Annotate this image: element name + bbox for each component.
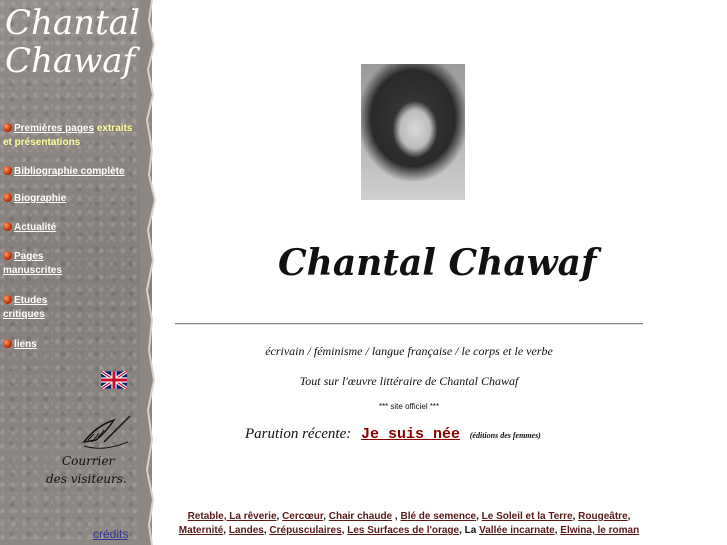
nav-link-bibliographie[interactable]: Bibliographie complète (14, 166, 125, 177)
courrier-line-1: Courrier (62, 454, 115, 468)
work-link[interactable]: Cercœur (282, 511, 324, 522)
work-link[interactable]: Vallée incarnate (479, 525, 555, 536)
brand-line-1: Chantal (5, 3, 140, 43)
work-separator: , (627, 511, 631, 522)
horizontal-rule (175, 323, 643, 325)
work-separator: , (554, 525, 561, 536)
work-separator: , (276, 511, 283, 522)
nav-item-actualite (3, 221, 141, 235)
nav-item-bibliographie (3, 165, 141, 179)
nav-link-premieres-pages[interactable]: Premières pages (14, 123, 95, 134)
torn-paper-edge (140, 0, 160, 545)
nav-link-biographie[interactable]: Biographie (14, 193, 67, 204)
work-link[interactable]: Landes (228, 525, 264, 536)
brand-title (5, 4, 140, 80)
work-separator: , (341, 525, 348, 536)
work-link[interactable]: Elwina, le roman (560, 525, 640, 536)
nav-item-premieres-pages (3, 122, 141, 150)
work-link[interactable]: Les Surfaces de l'orage (347, 525, 460, 536)
red-ball-bullet-icon (3, 123, 12, 132)
work-separator: , La (459, 525, 480, 536)
red-ball-bullet-icon (3, 339, 12, 348)
recent-publication (245, 426, 541, 443)
uk-flag-icon[interactable] (101, 371, 127, 389)
work-link[interactable]: Blé de semence (400, 511, 477, 522)
nav-extra-extraits: extraits et présentations (3, 123, 133, 148)
red-ball-bullet-icon (3, 193, 12, 202)
credits-link[interactable]: crédits (93, 527, 129, 541)
book-link-je-suis-nee[interactable]: Je suis née (360, 426, 460, 443)
nav-item-biographie (3, 192, 141, 206)
subtitle: Tout sur l'œuvre littéraire de Chantal Chawaf (299, 374, 519, 388)
parution-label: Parution récente: (245, 426, 352, 442)
quill-pen-icon (44, 412, 140, 456)
nav-link-etudes-critiques[interactable]: Etudes critiques (3, 295, 48, 320)
work-separator: , (476, 511, 482, 522)
work-link[interactable]: Rougeâtre (578, 511, 628, 522)
nav-link-liens[interactable]: liens (14, 339, 37, 350)
work-link[interactable]: Retable, La rêverie (187, 511, 277, 522)
work-link[interactable]: Crépusculaires (269, 525, 342, 536)
nav-link-pages-manuscrites[interactable]: Pages manuscrites (3, 251, 62, 276)
work-separator: , (392, 511, 401, 522)
page-title: Chantal Chawaf (278, 242, 597, 284)
official-site-note: *** site officiel *** (378, 402, 440, 411)
work-separator: , (223, 525, 229, 536)
nav-item-etudes-critiques (3, 294, 63, 322)
red-ball-bullet-icon (3, 166, 12, 175)
work-link[interactable]: Chair chaude (328, 511, 393, 522)
tagline: écrivain / féminisme / langue française / le corps et le verbe (265, 344, 553, 358)
red-ball-bullet-icon (3, 295, 12, 304)
work-separator: , (323, 511, 329, 522)
nav-link-actualite[interactable]: Actualité (14, 222, 57, 233)
red-ball-bullet-icon (3, 251, 12, 260)
work-separator: , (572, 511, 579, 522)
courrier-line-2: des visiteurs. (46, 472, 127, 486)
red-ball-bullet-icon (3, 222, 12, 231)
works-list (172, 510, 646, 538)
nav-item-pages-manuscrites (3, 250, 73, 278)
work-link[interactable]: Le Soleil et la Terre (481, 511, 573, 522)
brand-line-2: Chawaf (5, 41, 136, 81)
work-separator: , (263, 525, 270, 536)
work-link[interactable]: Maternité (178, 525, 224, 536)
edition-note: (éditions des femmes) (469, 431, 541, 440)
courrier-link[interactable] (44, 412, 140, 492)
author-portrait (361, 64, 465, 200)
nav-item-liens (3, 338, 141, 352)
